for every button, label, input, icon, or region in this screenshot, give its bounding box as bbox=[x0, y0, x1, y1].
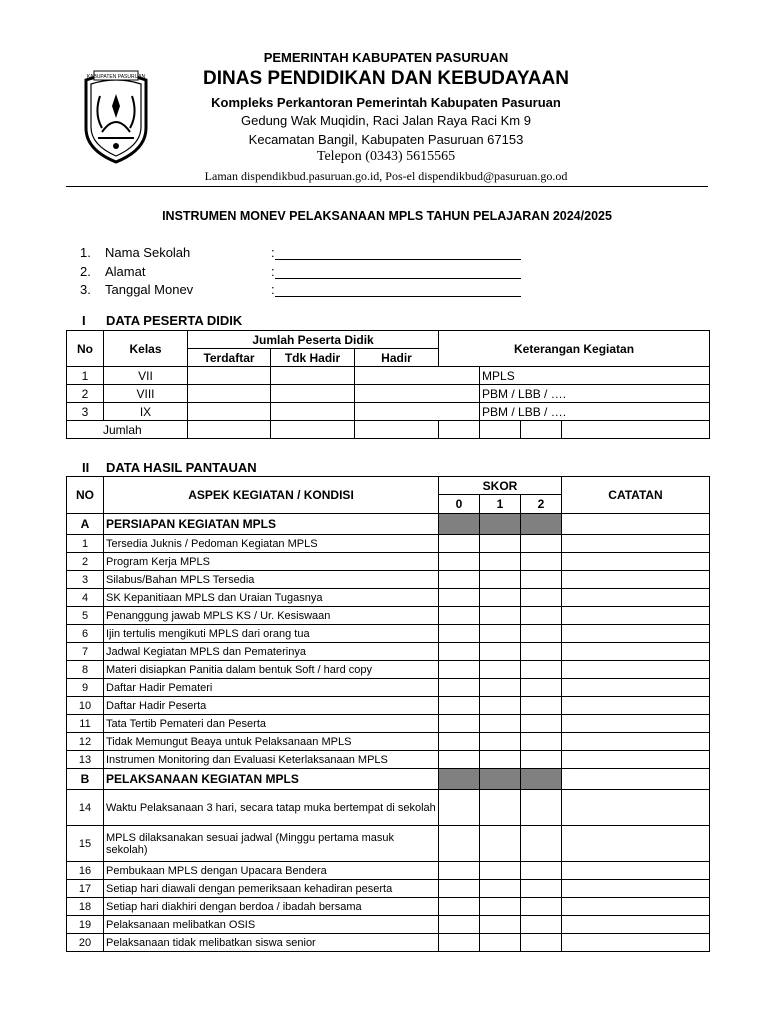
catatan-cell[interactable] bbox=[562, 607, 710, 625]
cell-tdk-hadir[interactable] bbox=[271, 403, 355, 421]
score-1-cell[interactable] bbox=[480, 751, 521, 769]
shaded-cell bbox=[480, 769, 521, 790]
table-row bbox=[67, 403, 710, 421]
table-row bbox=[67, 826, 710, 862]
field-colon: : bbox=[271, 264, 275, 279]
table-row bbox=[67, 934, 710, 952]
score-2-cell[interactable] bbox=[521, 880, 562, 898]
row-no: 1 bbox=[67, 367, 104, 385]
table-row bbox=[67, 916, 710, 934]
catatan-cell[interactable] bbox=[562, 697, 710, 715]
catatan-cell[interactable] bbox=[562, 553, 710, 571]
catatan-cell[interactable] bbox=[562, 625, 710, 643]
score-2-cell[interactable] bbox=[521, 607, 562, 625]
score-0-cell[interactable] bbox=[439, 589, 480, 607]
item-no: 12 bbox=[67, 733, 104, 751]
table-row bbox=[67, 625, 710, 643]
section-1-heading bbox=[82, 313, 382, 329]
table-row bbox=[67, 607, 710, 625]
row-no: 2 bbox=[67, 385, 104, 403]
item-text: Setiap hari diakhiri dengan berdoa / ibadah bersama bbox=[104, 898, 439, 916]
catatan-cell[interactable] bbox=[562, 916, 710, 934]
item-text: Waktu Pelaksanaan 3 hari, secara tatap muka bertempat di sekolah bbox=[104, 790, 439, 826]
row-kelas: IX bbox=[104, 403, 188, 421]
catatan-cell[interactable] bbox=[562, 643, 710, 661]
score-0-cell[interactable] bbox=[439, 607, 480, 625]
score-2-cell[interactable] bbox=[521, 715, 562, 733]
item-no: 10 bbox=[67, 697, 104, 715]
table-row bbox=[67, 733, 710, 751]
score-2-cell[interactable] bbox=[521, 589, 562, 607]
score-0-cell[interactable] bbox=[439, 826, 480, 862]
address-line-1: Gedung Wak Muqidin, Raci Jalan Raya Raci Km 9 bbox=[241, 113, 531, 128]
table-row bbox=[67, 367, 710, 385]
catatan-cell[interactable] bbox=[562, 751, 710, 769]
item-no: 5 bbox=[67, 607, 104, 625]
total-cell[interactable] bbox=[480, 421, 521, 439]
catatan-cell[interactable] bbox=[562, 535, 710, 553]
logo-lettering: KABUPATEN PASURUAN bbox=[86, 74, 146, 80]
item-no: 13 bbox=[67, 751, 104, 769]
section-title: DATA PESERTA DIDIK bbox=[106, 313, 243, 328]
item-text: Ijin tertulis mengikuti MPLS dari orang tua bbox=[104, 625, 439, 643]
field-label: Tanggal Monev bbox=[105, 282, 194, 297]
item-no: 11 bbox=[67, 715, 104, 733]
field-monev-date[interactable] bbox=[80, 282, 530, 300]
score-1-cell[interactable] bbox=[480, 553, 521, 571]
header-skor: SKOR bbox=[439, 477, 562, 495]
shaded-cell bbox=[521, 514, 562, 535]
header-terdaftar: Terdaftar bbox=[188, 349, 271, 367]
field-colon: : bbox=[271, 282, 275, 297]
item-no: 19 bbox=[67, 916, 104, 934]
score-2-cell[interactable] bbox=[521, 826, 562, 862]
total-cell[interactable] bbox=[521, 421, 562, 439]
item-no: 3 bbox=[67, 571, 104, 589]
catatan-cell[interactable] bbox=[562, 898, 710, 916]
catatan-cell[interactable] bbox=[562, 934, 710, 952]
field-number: 3. bbox=[80, 282, 91, 297]
score-0-cell[interactable] bbox=[439, 790, 480, 826]
item-text: Jadwal Kegiatan MPLS dan Pematerinya bbox=[104, 643, 439, 661]
header-hadir: Hadir bbox=[355, 349, 439, 367]
item-text: Silabus/Bahan MPLS Tersedia bbox=[104, 571, 439, 589]
item-no: 20 bbox=[67, 934, 104, 952]
score-0-cell[interactable] bbox=[439, 679, 480, 697]
score-0-cell[interactable] bbox=[439, 643, 480, 661]
score-0-cell[interactable] bbox=[439, 625, 480, 643]
score-0-cell[interactable] bbox=[439, 553, 480, 571]
score-2-cell[interactable] bbox=[521, 862, 562, 880]
total-label: Jumlah bbox=[67, 421, 188, 439]
item-text: Tata Tertib Pemateri dan Peserta bbox=[104, 715, 439, 733]
regency-emblem-logo bbox=[80, 66, 152, 166]
field-number: 1. bbox=[80, 245, 91, 260]
score-2-cell[interactable] bbox=[521, 661, 562, 679]
score-1-cell[interactable] bbox=[480, 571, 521, 589]
group-row bbox=[67, 769, 710, 790]
header-tdk-hadir: Tdk Hadir bbox=[271, 349, 355, 367]
header-aspek: ASPEK KEGIATAN / KONDISI bbox=[104, 477, 439, 514]
item-no: 4 bbox=[67, 589, 104, 607]
item-text: Setiap hari diawali dengan pemeriksaan kehadiran peserta bbox=[104, 880, 439, 898]
header-no: NO bbox=[67, 477, 104, 514]
score-2-cell[interactable] bbox=[521, 643, 562, 661]
score-2-cell[interactable] bbox=[521, 751, 562, 769]
score-1-cell[interactable] bbox=[480, 733, 521, 751]
section-2-heading bbox=[82, 460, 382, 476]
agency-name: DINAS PENDIDIKAN DAN KEBUDAYAAN bbox=[203, 68, 569, 89]
score-2-cell[interactable] bbox=[521, 625, 562, 643]
monitoring-results-table bbox=[66, 476, 710, 952]
score-2-cell[interactable] bbox=[521, 679, 562, 697]
item-no: 1 bbox=[67, 535, 104, 553]
table-row bbox=[67, 535, 710, 553]
item-no: 18 bbox=[67, 898, 104, 916]
score-0-cell[interactable] bbox=[439, 934, 480, 952]
header-no: No bbox=[67, 331, 104, 367]
catatan-cell[interactable] bbox=[562, 862, 710, 880]
cell-terdaftar[interactable] bbox=[188, 403, 271, 421]
table-row bbox=[67, 697, 710, 715]
score-2-cell[interactable] bbox=[521, 898, 562, 916]
item-text: Pelaksanaan melibatkan OSIS bbox=[104, 916, 439, 934]
catatan-cell[interactable] bbox=[562, 826, 710, 862]
item-text: Daftar Hadir Pemateri bbox=[104, 679, 439, 697]
score-1-cell[interactable] bbox=[480, 898, 521, 916]
field-address[interactable] bbox=[80, 264, 530, 282]
cell-hadir[interactable] bbox=[355, 367, 480, 385]
item-text: Tidak Memungut Beaya untuk Pelaksanaan MPLS bbox=[104, 733, 439, 751]
phone-number: Telepon (0343) 5615565 bbox=[316, 149, 456, 164]
score-1-cell[interactable] bbox=[480, 826, 521, 862]
item-text: Tersedia Juknis / Pedoman Kegiatan MPLS bbox=[104, 535, 439, 553]
item-text: SK Kepanitiaan MPLS dan Uraian Tugasnya bbox=[104, 589, 439, 607]
score-1-cell[interactable] bbox=[480, 643, 521, 661]
item-no: 8 bbox=[67, 661, 104, 679]
shaded-cell bbox=[521, 769, 562, 790]
score-2-cell[interactable] bbox=[521, 535, 562, 553]
score-1-cell[interactable] bbox=[480, 916, 521, 934]
header-skor-0: 0 bbox=[439, 495, 480, 514]
score-0-cell[interactable] bbox=[439, 571, 480, 589]
item-text: Instrumen Monitoring dan Evaluasi Keterlaksanaan MPLS bbox=[104, 751, 439, 769]
item-no: 2 bbox=[67, 553, 104, 571]
shaded-cell bbox=[480, 514, 521, 535]
government-name: PEMERINTAH KABUPATEN PASURUAN bbox=[263, 50, 509, 65]
score-2-cell[interactable] bbox=[521, 916, 562, 934]
group-code: B bbox=[67, 769, 104, 790]
item-text: Daftar Hadir Peserta bbox=[104, 697, 439, 715]
field-underline bbox=[275, 259, 521, 260]
header-kelas: Kelas bbox=[104, 331, 188, 367]
total-cell[interactable] bbox=[562, 421, 710, 439]
score-1-cell[interactable] bbox=[480, 880, 521, 898]
group-code: A bbox=[67, 514, 104, 535]
score-2-cell[interactable] bbox=[521, 790, 562, 826]
group-row bbox=[67, 514, 710, 535]
section-roman: I bbox=[82, 313, 86, 328]
catatan-cell[interactable] bbox=[562, 790, 710, 826]
score-0-cell[interactable] bbox=[439, 733, 480, 751]
item-no: 17 bbox=[67, 880, 104, 898]
item-text: Penanggung jawab MPLS KS / Ur. Kesiswaan bbox=[104, 607, 439, 625]
score-0-cell[interactable] bbox=[439, 661, 480, 679]
office-complex: Kompleks Perkantoran Pemerintah Kabupaten Pasuruan bbox=[211, 95, 561, 110]
item-no: 6 bbox=[67, 625, 104, 643]
address-line-2: Kecamatan Bangil, Kabupaten Pasuruan 67153 bbox=[248, 132, 524, 147]
score-0-cell[interactable] bbox=[439, 751, 480, 769]
score-1-cell[interactable] bbox=[480, 625, 521, 643]
header-skor-1: 1 bbox=[480, 495, 521, 514]
row-keterangan: PBM / LBB / …. bbox=[480, 403, 710, 421]
table-row bbox=[67, 679, 710, 697]
item-text: MPLS dilaksanakan sesuai jadwal (Minggu pertama masuk sekolah) bbox=[104, 826, 439, 862]
section-roman: II bbox=[82, 460, 90, 475]
cell-tdk-hadir[interactable] bbox=[271, 367, 355, 385]
total-row bbox=[67, 421, 710, 439]
shaded-cell bbox=[439, 514, 480, 535]
catatan-cell[interactable] bbox=[562, 679, 710, 697]
row-keterangan: MPLS bbox=[480, 367, 710, 385]
table-row bbox=[67, 643, 710, 661]
score-0-cell[interactable] bbox=[439, 535, 480, 553]
table-row bbox=[67, 385, 710, 403]
catatan-cell[interactable] bbox=[562, 733, 710, 751]
section-title: DATA HASIL PANTAUAN bbox=[106, 460, 257, 475]
header-skor-2: 2 bbox=[521, 495, 562, 514]
total-cell[interactable] bbox=[439, 421, 480, 439]
cell-terdaftar[interactable] bbox=[188, 385, 271, 403]
total-terdaftar[interactable] bbox=[188, 421, 271, 439]
catatan-cell[interactable] bbox=[562, 880, 710, 898]
field-underline bbox=[275, 296, 521, 297]
row-keterangan: PBM / LBB / …. bbox=[480, 385, 710, 403]
row-kelas: VIII bbox=[104, 385, 188, 403]
field-school-name[interactable] bbox=[80, 245, 530, 263]
student-data-table bbox=[66, 330, 710, 439]
item-no: 14 bbox=[67, 790, 104, 826]
cell-tdk-hadir[interactable] bbox=[271, 385, 355, 403]
row-kelas: VII bbox=[104, 367, 188, 385]
item-no: 9 bbox=[67, 679, 104, 697]
item-no: 15 bbox=[67, 826, 104, 862]
shaded-cell bbox=[439, 769, 480, 790]
document-title: INSTRUMEN MONEV PELAKSANAAN MPLS TAHUN PELAJARAN 2024/2025 bbox=[162, 209, 612, 223]
table-row bbox=[67, 571, 710, 589]
group-catatan bbox=[562, 514, 710, 535]
score-1-cell[interactable] bbox=[480, 697, 521, 715]
field-colon: : bbox=[271, 245, 275, 260]
item-text: Pembukaan MPLS dengan Upacara Bendera bbox=[104, 862, 439, 880]
table-row bbox=[67, 880, 710, 898]
score-1-cell[interactable] bbox=[480, 862, 521, 880]
score-1-cell[interactable] bbox=[480, 715, 521, 733]
score-2-cell[interactable] bbox=[521, 697, 562, 715]
catatan-cell[interactable] bbox=[562, 661, 710, 679]
score-1-cell[interactable] bbox=[480, 934, 521, 952]
table-row bbox=[67, 751, 710, 769]
score-2-cell[interactable] bbox=[521, 571, 562, 589]
score-1-cell[interactable] bbox=[480, 535, 521, 553]
table-row bbox=[67, 790, 710, 826]
item-no: 16 bbox=[67, 862, 104, 880]
item-text: Program Kerja MPLS bbox=[104, 553, 439, 571]
group-title: PELAKSANAAN KEGIATAN MPLS bbox=[104, 769, 439, 790]
score-0-cell[interactable] bbox=[439, 697, 480, 715]
item-no: 7 bbox=[67, 643, 104, 661]
letterhead-divider bbox=[66, 186, 708, 187]
score-0-cell[interactable] bbox=[439, 862, 480, 880]
table-row bbox=[67, 553, 710, 571]
score-2-cell[interactable] bbox=[521, 553, 562, 571]
field-number: 2. bbox=[80, 264, 91, 279]
table-row bbox=[67, 898, 710, 916]
table-row bbox=[67, 715, 710, 733]
catatan-cell[interactable] bbox=[562, 571, 710, 589]
item-text: Pelaksanaan tidak melibatkan siswa senior bbox=[104, 934, 439, 952]
score-1-cell[interactable] bbox=[480, 661, 521, 679]
field-label: Nama Sekolah bbox=[105, 245, 191, 260]
table-row bbox=[67, 862, 710, 880]
total-hadir[interactable] bbox=[355, 421, 439, 439]
header-jumlah-peserta: Jumlah Peserta Didik bbox=[188, 331, 439, 349]
score-0-cell[interactable] bbox=[439, 880, 480, 898]
score-1-cell[interactable] bbox=[480, 790, 521, 826]
catatan-cell[interactable] bbox=[562, 715, 710, 733]
table-row bbox=[67, 589, 710, 607]
header-keterangan: Keterangan Kegiatan bbox=[439, 331, 710, 367]
header-catatan: CATATAN bbox=[562, 477, 710, 514]
cell-hadir[interactable] bbox=[355, 403, 480, 421]
catatan-cell[interactable] bbox=[562, 589, 710, 607]
web-email-line: Laman dispendikbud.pasuruan.go.id, Pos-el dispendikbud@pasuruan.go.od bbox=[204, 169, 568, 183]
field-label: Alamat bbox=[105, 264, 146, 279]
row-no: 3 bbox=[67, 403, 104, 421]
score-1-cell[interactable] bbox=[480, 589, 521, 607]
score-2-cell[interactable] bbox=[521, 934, 562, 952]
cell-hadir[interactable] bbox=[355, 385, 480, 403]
score-0-cell[interactable] bbox=[439, 715, 480, 733]
cell-terdaftar[interactable] bbox=[188, 367, 271, 385]
score-0-cell[interactable] bbox=[439, 898, 480, 916]
table-row bbox=[67, 661, 710, 679]
item-text: Materi disiapkan Panitia dalam bentuk Soft / hard copy bbox=[104, 661, 439, 679]
score-1-cell[interactable] bbox=[480, 679, 521, 697]
group-title: PERSIAPAN KEGIATAN MPLS bbox=[104, 514, 439, 535]
total-tdk-hadir[interactable] bbox=[271, 421, 355, 439]
score-0-cell[interactable] bbox=[439, 916, 480, 934]
field-underline bbox=[275, 278, 521, 279]
score-2-cell[interactable] bbox=[521, 733, 562, 751]
group-catatan bbox=[562, 769, 710, 790]
score-1-cell[interactable] bbox=[480, 607, 521, 625]
